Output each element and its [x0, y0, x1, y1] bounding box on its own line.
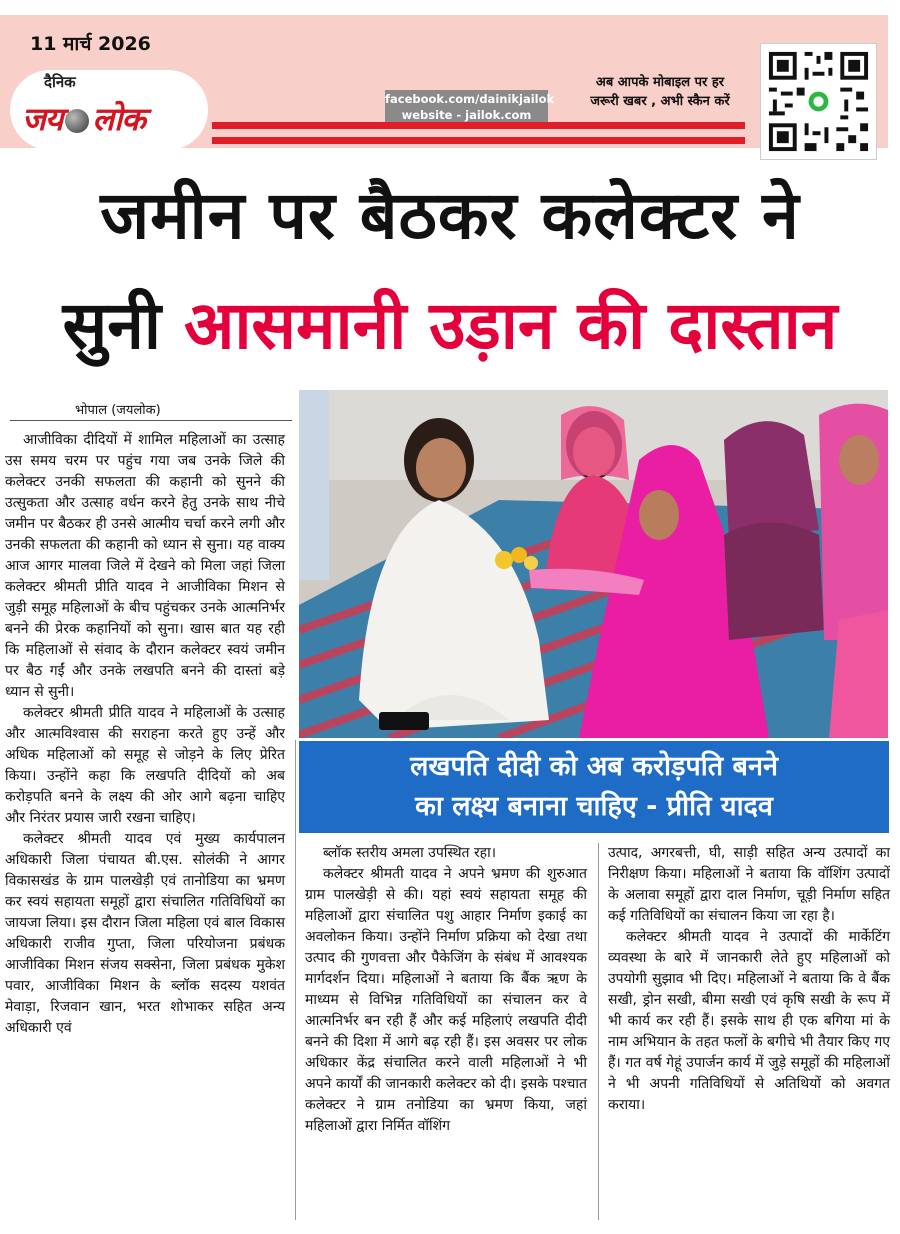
masthead-banner	[0, 15, 888, 148]
column-divider	[295, 740, 296, 1220]
logo-word-jay: जय	[22, 100, 63, 138]
social-links-box	[385, 90, 555, 125]
tagline-line-1: अब आपके मोबाइल पर हर	[595, 75, 725, 90]
article-column-1	[5, 430, 285, 1039]
paragraph: आजीविका दीदियों में शामिल महिलाओं का उत्साह उस समय चरम पर पहुंच गया जब उनके जिले की कलेक्टर उनकी सफलता की कहानी को सुनने की उत्सुकता और उत्साह वर्धन करने हेतु उनके साथ नीचे जमीन पर बैठकर ही उनसे आत्मीय चर्चा करने लगी और उनकी सफलता की कहानी को ध्यान से सुना। यह वाक्य आज आगर मालवा जिले में देखने को मिला जहां जिला कलेक्टर श्रीमती प्रीति यादव ने आजीविका मिशन से जुड़ी समूह महिलाओं के बीच पहुंचकर उनके आत्मनिर्भर बनने की प्रेरक कहानियों को सुना। खास बात यह रही कि महिलाओं से संवाद के दौरान कलेक्टर स्वयं जमीन पर बैठ गईं और उनके लखपति बनने की दास्तां बड़े ध्यान से सुनी।	[5, 432, 285, 700]
paragraph: उत्पाद, अगरबत्ती, घी, साड़ी सहित अन्य उत्पादों का निरीक्षण किया। महिलाओं ने बताया कि वॉशिंग उत्पादों के अलावा समूहों द्वारा दाल निर्माण, चूड़ी निर्माण सहित कई गतिविधियों का संचालन किया जा रहा है।	[608, 845, 890, 924]
newspaper-logo	[22, 97, 145, 140]
headline-line-2	[0, 278, 900, 368]
issue-date: 11 मार्च 2026	[30, 33, 151, 55]
caption-line-1: लखपति दीदी को अब करोड़पति बनने	[410, 751, 778, 782]
headline-black-part: सुनी	[62, 287, 161, 364]
dateline-divider	[10, 420, 292, 421]
qr-code[interactable]	[760, 43, 877, 160]
dateline: भोपाल (जयलोक)	[75, 403, 161, 418]
news-photo	[299, 390, 888, 738]
paragraph: कलेक्टर श्रीमती यादव एवं मुख्य कार्यपालन अधिकारी जिला पंचायत बी.एस. सोलंकी ने आगर विकासखंड के ग्राम पालखेड़ी एवं तानोडिया का भ्रमण कर स्वयं सहायता समूहों द्वारा संचालित गतिविधियों का जायजा लिया। इस दौरान जिला महिला एवं बाल विकास अधिकारी राजीव गुप्ता, जिला परियोजना प्रबंधक आजीविका मिशन संजय सक्सेना, जिला प्रबंधक मुकेश पवार, आजीविका मिशन के ब्लॉक सदस्य यशवंत मेवाड़ा, रिजवान खान, भरत शोभाकर सहित अन्य अधिकारी एवं	[5, 831, 285, 1036]
headline-pink-part: आसमानी उड़ान की दास्तान	[183, 287, 838, 364]
logo-dainik: दैनिक	[44, 73, 76, 91]
article-column-3	[608, 843, 890, 1116]
website-link[interactable]: website - jailok.com	[401, 108, 532, 122]
masthead-rule-top	[212, 122, 745, 129]
photo-illustration	[299, 390, 888, 738]
logo-word-lok: लोक	[92, 100, 145, 138]
scan-tagline	[555, 73, 765, 111]
article-column-2	[305, 843, 587, 1137]
masthead-rule-bottom	[212, 137, 745, 144]
paragraph: कलेक्टर श्रीमती प्रीति यादव ने महिलाओं के उत्साह और आत्मविश्वास की सराहना करते हुए उन्हें और अधिक महिलाओं को समूह से जोड़ने के लिए प्रेरित किया। उन्होंने कहा कि लखपति दीदियों को अब करोड़पति बनने के लक्ष्य की ओर आगे बढ़ना चाहिए और निरंतर प्रयास जारी रखना चाहिए।	[5, 705, 285, 826]
tagline-line-2: जरूरी खबर , अभी स्कैन करें	[590, 94, 730, 109]
caption-line-2: का लक्ष्य बनाना चाहिए - प्रीति यादव	[415, 791, 773, 822]
paragraph: कलेक्टर श्रीमती यादव ने उत्पादों की मार्केटिंग व्यवस्था के बारे में जानकारी लेते हुए महिलाओं को उपयोगी सुझाव भी दिए। महिलाओं ने बताया कि वे बैंक सखी, ड्रोन सखी, बीमा सखी एवं कृषि सखी के रूप में भी कार्य कर रही हैं। इसके साथ ही एक बगिया मां के नाम अभियान के तहत फलों के बगीचे भी तैयार किए गए हैं। गत वर्ष गेहूं उपार्जन कार्य में जुड़े समूहों की महिलाओं ने भी अपनी गतिविधियों से अतिथियों को अवगत कराया।	[608, 929, 890, 1113]
globe-icon	[65, 109, 89, 133]
column-divider	[598, 843, 599, 1220]
paragraph: कलेक्टर श्रीमती यादव ने अपने भ्रमण की शुरुआत ग्राम पालखेड़ी से की। यहां स्वयं सहायता समूह की महिलाओं द्वारा संचालित पशु आहार निर्माण इकाई का अवलोकन किया। उन्होंने निर्माण प्रक्रिया को देखा तथा उत्पाद की गुणवत्ता और पैकेजिंग के संबंध में आवश्यक मार्गदर्शन दिया। महिलाओं ने बताया कि बैंक ऋण के माध्यम से विभिन्न गतिविधियों का संचालन कर वे आत्मनिर्भर बन रही हैं और कई महिलाएं लखपति दीदी बनने की दिशा में आगे बढ़ रही हैं। इस अवसर पर लोक अधिकार केंद्र संचालित करने वाली महिलाओं ने भी अपने कार्यों की जानकारी कलेक्टर को दी। इसके पश्चात कलेक्टर ने ग्राम तनोडिया का भ्रमण किया, जहां महिलाओं द्वारा निर्मित वॉशिंग	[305, 866, 587, 1134]
facebook-link[interactable]: facebook.com/dainikjailok	[385, 92, 555, 106]
headline-line-1: जमीन पर बैठकर कलेक्टर ने	[100, 177, 800, 254]
qr-code-icon	[761, 44, 876, 159]
photo-caption	[299, 741, 889, 833]
paragraph: ब्लॉक स्तरीय अमला उपस्थित रहा।	[323, 845, 497, 861]
